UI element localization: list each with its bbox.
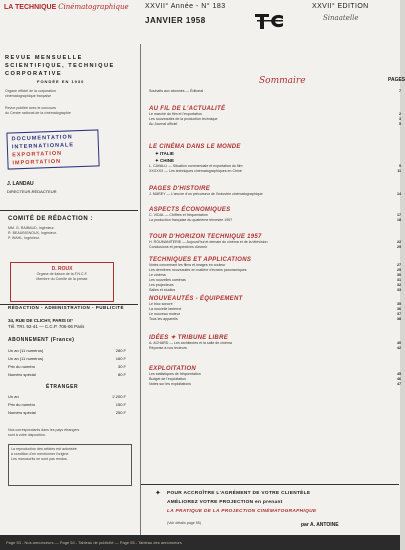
price-value: 160 F [115, 356, 126, 361]
toc-section [149, 234, 401, 250]
revue-title [5, 54, 133, 86]
toc-line [149, 382, 401, 387]
revue-line-2: SCIENTIFIQUE, TECHNIQUE [5, 63, 115, 69]
tc-logo-icon [253, 11, 287, 31]
toc-section [149, 366, 401, 387]
toc-page: 36 [397, 307, 401, 311]
toc-text: Les nouveautés de la production technique [149, 117, 218, 121]
toc-line [149, 192, 401, 197]
toc-text: Réponse à nos lecteurs [149, 346, 187, 350]
note2-line-2: à condition d'en mentionner l'origine. [11, 452, 70, 456]
toc-text: Conclusions et perspectives d'avenir [149, 245, 208, 249]
documentation-stamp [6, 129, 99, 169]
liaison-title: D. ROUX [51, 266, 73, 272]
comite-line-3: P. WAHL, Ingénieur. [8, 236, 40, 240]
toc-text: La production française du quatrième trimestre 1957 [149, 218, 233, 222]
comite-line-2: R. BEAUBIGNOUX, Ingénieur. [8, 231, 57, 235]
foreign-price-list [8, 393, 126, 417]
toc-text: La nouvelle lanterne [149, 307, 182, 311]
toc-text: Notes sur les exploitations [149, 382, 191, 386]
price-value: 80 F [117, 372, 126, 377]
price-row [8, 409, 126, 417]
toc-text: Salles et studios [149, 288, 176, 292]
toc-page: 38 [397, 317, 401, 321]
toc-page: 18 [397, 218, 401, 222]
toc-text: Les nouvelles caméras [149, 278, 186, 282]
toc-text: Le cinéma [149, 273, 166, 277]
toc-page: 7 [399, 89, 401, 93]
toc-line [149, 346, 401, 351]
price-label: Prix du numéro [8, 402, 36, 407]
toc-page: 47 [397, 382, 401, 386]
contents-column [140, 44, 405, 550]
brand-name: LA TECHNIQUE [4, 4, 57, 11]
note2-line-3: Les manuscrits ne sont pas rendus. [11, 457, 68, 461]
director-name: J. LANDAU [7, 181, 34, 187]
toc-page: 22 [397, 240, 401, 244]
toc-page: 30 [397, 273, 401, 277]
comite-line-1: MM. G. RAIBAUD, Ingénieur. [8, 226, 55, 230]
toc-page: 35 [397, 302, 401, 306]
toc-text: C. VIDAL — Chiffres et fréquentation [149, 213, 208, 217]
toc-line [149, 169, 401, 174]
price-row [8, 371, 126, 379]
toc-text: Budget de l'exploitation [149, 377, 187, 381]
toc-text: J. MAREY — L'œuvre d'un précurseur de l'industrie cinématographique [149, 192, 263, 196]
bottom-strip: Page 53 - Nos annonceurs — Page 54 - Tableau de publicité — Page 55 - Tableau des annonceurs [0, 535, 400, 550]
liaison-line-2: Membre du Comité de la presse [36, 277, 88, 281]
toc-text: Le bloc sonore [149, 302, 173, 306]
toc-text: Les projecteurs [149, 283, 174, 287]
toc-text: A. ACHARD — Les architectes et la salle de cinéma [149, 341, 232, 345]
toc-page: 27 [397, 263, 401, 267]
brand-title [4, 3, 129, 11]
price-row [8, 363, 126, 371]
toc-text: L. CAVALLI — Situation commerciale et exportation du film [149, 164, 243, 168]
section-subheading: ✦ ITALIE [155, 151, 174, 156]
toc-text: Tous les appareils [149, 317, 178, 321]
publication-text [5, 106, 125, 116]
price-row [8, 355, 126, 363]
organ-line-2: cinématographique française [5, 94, 52, 98]
star-icon: ✦ [155, 490, 161, 497]
price-label: Un an (11 numéros) [8, 348, 44, 353]
stamp-line-3: EXPORTATION [12, 150, 63, 159]
publication-line-2: du Centre national de la cinématographie [5, 111, 71, 115]
stamp-line-2: INTERNATIONALE [11, 142, 75, 151]
price-value: 150 F [115, 402, 126, 407]
address-line-2: Tél. TRI. 92-41 — C.C.P. 706-06 Paris [8, 324, 85, 329]
revue-line-3: CORPORATIVE [5, 71, 63, 77]
toc-page: 42 [397, 346, 401, 350]
toc-text: Notes concernant les films et images en couleur [149, 263, 226, 267]
price-value: 250 F [115, 410, 126, 415]
toc-text: Au Journal officiel [149, 122, 178, 126]
section-title: NOUVEAUTÉS - ÉQUIPEMENT [149, 296, 243, 302]
liaison-box [10, 262, 114, 302]
price-value: 2.200 F [112, 394, 126, 399]
toc-page: 37 [397, 312, 401, 316]
section-title: EXPLOITATION [149, 366, 197, 372]
promo-author: par A. ANTOINE [301, 522, 339, 528]
price-label: Numéro spécial [8, 372, 36, 377]
price-label: Un an [8, 394, 19, 399]
director-block [7, 181, 57, 195]
toc-text: Le marché du film et l'exportation [149, 112, 202, 116]
toc-section [149, 296, 401, 322]
toc-text: Les statistiques de fréquentation [149, 372, 201, 376]
publication-line-1: Revue publiée avec le concours [5, 106, 56, 110]
toc-line [149, 218, 401, 223]
price-value: 280 F [115, 348, 126, 353]
note-line-1: Nos correspondants dans les pays étrangers [8, 428, 80, 432]
address-line-1: 34, RUE DE CLICHY, PARIS IX° [8, 318, 74, 323]
section-title: TECHNIQUES ET APPLICATIONS [149, 257, 252, 263]
toc-section [149, 186, 401, 197]
price-row [8, 401, 126, 409]
correspondents-note [8, 428, 132, 438]
price-row [8, 347, 126, 355]
promo-line-2: AMÉLIOREZ VOTRE PROJECTION en prenant [167, 500, 283, 505]
toc-text: Le nouveau moteur [149, 312, 180, 316]
edition-label: XXVII° EDITION [312, 3, 369, 10]
toc-page: 29 [397, 268, 401, 272]
toc-page: 31 [397, 278, 401, 282]
section-title: IDÉES ✦ TRIBUNE LIBRE [149, 335, 228, 341]
director-role: DIRECTEUR-RÉDACTEUR [7, 189, 57, 194]
toc-line [149, 245, 401, 250]
toc-page: 11 [397, 169, 401, 173]
note-line-2: sont à votre disposition. [8, 433, 46, 437]
toc-text: XXXXXX — Les techniques cinématographiques en Chine [149, 169, 242, 173]
toc-line [149, 89, 401, 94]
section-subheading: ✦ CHINE [155, 158, 175, 163]
section-title: AU FIL DE L'ACTUALITÉ [149, 106, 226, 112]
section-title: ASPECTS ÉCONOMIQUES [149, 207, 231, 213]
reproduction-note [8, 444, 132, 486]
price-label: Prix du numéro [8, 364, 36, 369]
toc-section [149, 334, 401, 351]
subscription-title: ABONNEMENT (France) [8, 337, 75, 343]
masthead [0, 0, 400, 44]
admin-heading: RÉDACTION - ADMINISTRATION - PUBLICITÉ [8, 305, 124, 310]
toc-line [149, 317, 401, 322]
comite-title: COMITÉ DE RÉDACTION : [8, 216, 93, 222]
toc-page: 17 [397, 213, 401, 217]
toc-section [149, 207, 401, 223]
brand-script: Cinématographique [58, 3, 129, 11]
section-title: TOUR D'HORIZON TECHNIQUE 1957 [149, 234, 262, 240]
address-block [8, 318, 84, 330]
stamp-line-1: DOCUMENTATION [11, 134, 73, 143]
price-value: 30 F [117, 364, 126, 369]
promo-box [141, 484, 399, 535]
section-title: PAGES D'HISTOIRE [149, 186, 211, 192]
toc-page: 33 [397, 288, 401, 292]
toc-page: 46 [397, 377, 401, 381]
toc-section [149, 257, 401, 293]
toc-section [149, 144, 401, 174]
toc-page: 3 [399, 117, 401, 121]
toc-text: Souhaits aux abonnés — Éditorial [149, 89, 204, 93]
foreign-heading: ÉTRANGER [46, 384, 79, 390]
toc-page: 45 [397, 372, 401, 376]
toc-page: 40 [397, 341, 401, 345]
comite-list [8, 226, 132, 241]
price-list [8, 347, 126, 379]
promo-line-1: POUR ACCROÎTRE L'AGRÉMENT DE VOTRE CLIENTÈLE [167, 491, 311, 496]
toc-text: Les dernières nouveautés en matière d'écrans panoramiques [149, 268, 247, 272]
toc-line [149, 122, 401, 127]
section-title: LE CINÉMA DANS LE MONDE [149, 144, 241, 150]
divider [0, 210, 138, 211]
price-row [8, 393, 126, 401]
toc-page: 32 [397, 283, 401, 287]
toc-page: 14 [397, 192, 401, 196]
stamp-line-4: IMPORTATION [12, 158, 62, 167]
price-label: Numéro spécial [8, 410, 36, 415]
founded-line: FONDÉE EN 1930 [37, 79, 85, 84]
issue-date: JANVIER 1958 [145, 16, 206, 25]
intro-entry [149, 89, 401, 94]
sommaire-heading: Sommaire [259, 76, 306, 86]
toc-page: 2 [399, 112, 401, 116]
revue-line-1: REVUE MENSUELLE [5, 55, 83, 61]
toc-text: H. ROUMANITERIE — Aujourd'hui et demain du cinéma et de la télévision [149, 240, 268, 244]
left-column [0, 44, 138, 550]
promo-note: (Voir détails page 55) [167, 521, 201, 525]
toc-section [149, 106, 401, 127]
price-label: Un an (11 numéros) [8, 356, 44, 361]
organ-text [5, 89, 125, 99]
organ-line-1: Organe officiel de la corporation [5, 89, 56, 93]
toc-page: 5 [399, 122, 401, 126]
toc-page: 9 [399, 164, 401, 168]
signature-script: Sinaatelle [323, 14, 359, 22]
promo-line-3: LA PRATIQUE DE LA PROJECTION CINÉMATOGRAPHIQUE [167, 509, 317, 514]
toc-page: 25 [397, 245, 401, 249]
liaison-line-1: Organe de liaison de la F.N.C.F. [36, 272, 88, 276]
toc-line [149, 288, 401, 293]
pages-label: PAGES [388, 77, 405, 83]
note2-line-1: La reproduction des articles est autorisée [11, 447, 77, 451]
issue-number: XXVII° Année - N° 183 [145, 3, 226, 10]
